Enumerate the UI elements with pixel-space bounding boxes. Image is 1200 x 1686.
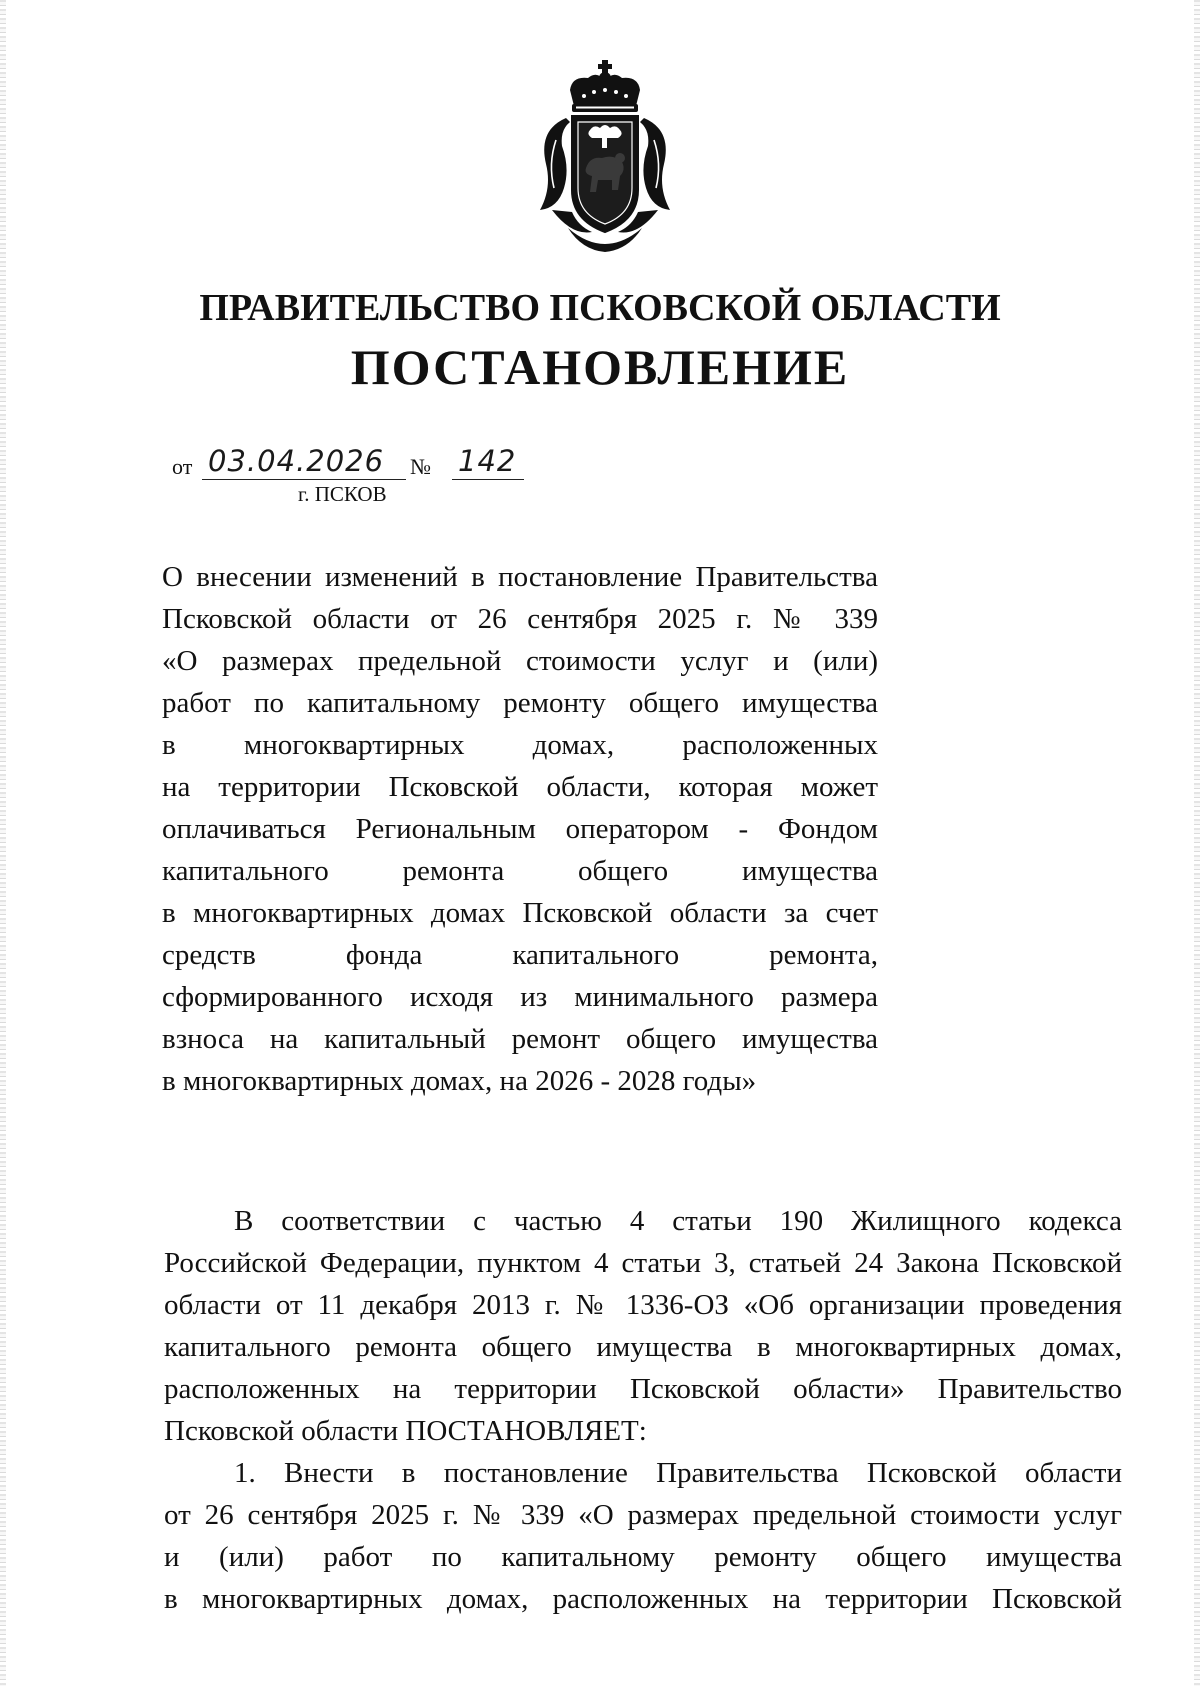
heading-line: на территории Псковской области, которая может xyxy=(162,771,878,803)
handwritten-date: 03.04.2026 xyxy=(208,444,385,478)
heading-line: оплачиваться Региональным оператором - Фондом xyxy=(162,813,878,845)
heading-line: О внесении изменений в постановление Правительства xyxy=(162,561,878,593)
document-type-title: ПОСТАНОВЛЕНИЕ xyxy=(350,339,850,395)
heading-line: средств фонда капитального ремонта, xyxy=(162,939,878,971)
body-line: Российской Федерации, пунктом 4 статьи 3, статьей 24 Закона Псковской xyxy=(164,1247,1122,1279)
scan-edge-left xyxy=(0,0,6,1686)
heading-line: Псковской области от 26 сентября 2025 г. № 339 xyxy=(162,603,878,635)
heading-line: взноса на капитальный ремонт общего имущества xyxy=(162,1023,878,1055)
number-underline xyxy=(452,479,524,480)
government-title: ПРАВИТЕЛЬСТВО ПСКОВСКОЙ ОБЛАСТИ xyxy=(199,287,1001,329)
date-underline xyxy=(202,479,406,480)
handwritten-number: 142 xyxy=(458,444,517,478)
body-line: и (или) работ по капитальному ремонту общего имущества xyxy=(164,1541,1122,1573)
body-line: области от 11 декабря 2013 г. № 1336-ОЗ «Об организации проведения xyxy=(164,1289,1122,1321)
body-line: капитального ремонта общего имущества в многоквартирных домах, xyxy=(164,1331,1122,1363)
date-label: от xyxy=(172,454,193,479)
heading-line: сформированного исходя из минимального размера xyxy=(162,981,878,1013)
heading-line: работ по капитальному ремонту общего имущества xyxy=(162,687,878,719)
body-line: расположенных на территории Псковской области» Правительство xyxy=(164,1373,1122,1405)
scan-edge-right xyxy=(1194,0,1200,1686)
heading-line: «О размерах предельной стоимости услуг и (или) xyxy=(162,645,878,677)
registration-line xyxy=(172,446,572,480)
document-subject-heading xyxy=(162,556,878,1102)
body-line: В соответствии с частью 4 статьи 190 Жилищного кодекса xyxy=(234,1205,1122,1237)
body-line: Псковской области ПОСТАНОВЛЯЕТ: xyxy=(164,1415,647,1447)
city-label: г. ПСКОВ xyxy=(298,482,387,506)
heading-line: в многоквартирных домах, на 2026 - 2028 годы» xyxy=(162,1065,757,1097)
body-line: от 26 сентября 2025 г. № 339 «О размерах предельной стоимости услуг xyxy=(164,1499,1122,1531)
heading-line: в многоквартирных домах Псковской области за счет xyxy=(162,897,878,929)
body-line: в многоквартирных домах, расположенных на территории Псковской xyxy=(164,1583,1122,1615)
heading-line: в многоквартирных домах, расположенных xyxy=(162,729,878,761)
coat-of-arms-icon xyxy=(532,60,678,256)
number-label: № xyxy=(410,454,431,479)
heading-line: капитального ремонта общего имущества xyxy=(162,855,878,887)
document-body xyxy=(164,1200,1122,1620)
body-line: 1. Внести в постановление Правительства Псковской области xyxy=(234,1457,1122,1489)
